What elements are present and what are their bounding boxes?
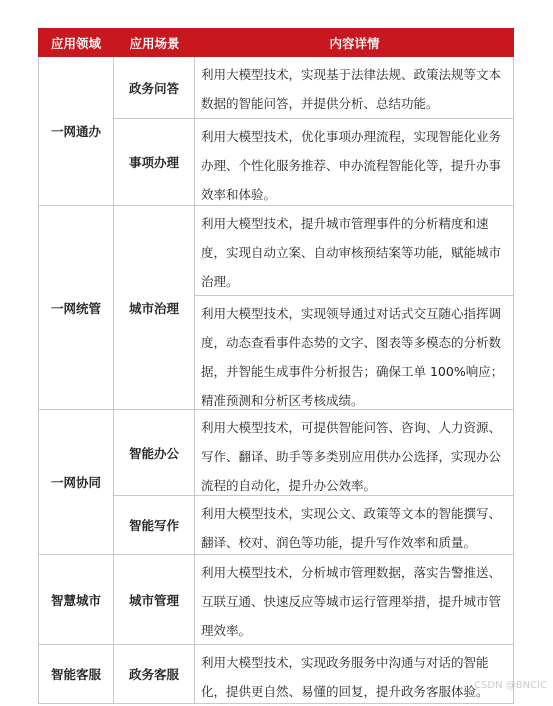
table-row xyxy=(38,57,514,206)
table-row xyxy=(38,645,514,704)
scene-cell: 事项办理 xyxy=(114,119,195,206)
detail-cell: 利用大模型技术，提升城市管理事件的分析精度和速度，实现自动立案、自动审核预结案等功能，赋能城市治理。 xyxy=(195,206,514,296)
domain-cell: 智能客服 xyxy=(38,645,114,704)
header-detail: 内容详情 xyxy=(329,35,380,51)
scene-cell: 城市治理 xyxy=(114,206,195,410)
scene-cell: 政务客服 xyxy=(114,645,195,704)
scenario-table xyxy=(38,28,514,704)
scene-cell: 智能写作 xyxy=(114,496,195,555)
detail-cell: 利用大模型技术，实现领导通过对话式交互随心指挥调度，动态查看事件态势的文字、图表等多模态的分析数据，并智能生成事件分析报告；确保工单 100%响应；精准预测和分析区考核成绩。 xyxy=(195,296,514,410)
detail-cell: 利用大模型技术，可提供智能问答、咨询、人力资源、写作、翻译、助手等多类别应用供办公选择，实现办公流程的自动化，提升办公效率。 xyxy=(195,410,514,496)
domain-cell: 一网通办 xyxy=(38,57,114,206)
domain-cell: 一网统管 xyxy=(38,206,114,410)
table-row xyxy=(38,555,514,645)
header-domain: 应用领域 xyxy=(50,35,101,51)
domain-cell: 智慧城市 xyxy=(38,555,114,645)
domain-cell: 一网协同 xyxy=(38,410,114,555)
detail-cell: 利用大模型技术，实现基于法律法规、政策法规等文本数据的智能问答，并提供分析、总结功能。 xyxy=(195,57,514,119)
scene-cell: 智能办公 xyxy=(114,410,195,496)
scene-cell: 城市管理 xyxy=(114,555,195,645)
table-header xyxy=(38,28,514,57)
detail-cell: 利用大模型技术，分析城市管理数据，落实告警推送、互联互通、快速反应等城市运行管理举措，提升城市管理效率。 xyxy=(195,555,514,645)
header-scene: 应用场景 xyxy=(129,35,180,51)
table-row xyxy=(38,206,514,410)
watermark: CSDN @BNCIC xyxy=(474,680,547,691)
table-row xyxy=(38,410,514,555)
detail-cell: 利用大模型技术，优化事项办理流程，实现智能化业务办理、个性化服务推荐、申办流程智能化等，提升办事效率和体验。 xyxy=(195,119,514,206)
scene-cell: 政务问答 xyxy=(114,57,195,119)
detail-cell: 利用大模型技术，实现公文、政策等文本的智能撰写、翻译、校对、润色等功能，提升写作效率和质量。 xyxy=(195,496,514,555)
detail-cell: 利用大模型技术，实现政务服务中沟通与对话的智能化，提供更自然、易懂的回复，提升政务客服体验。 xyxy=(195,645,514,704)
